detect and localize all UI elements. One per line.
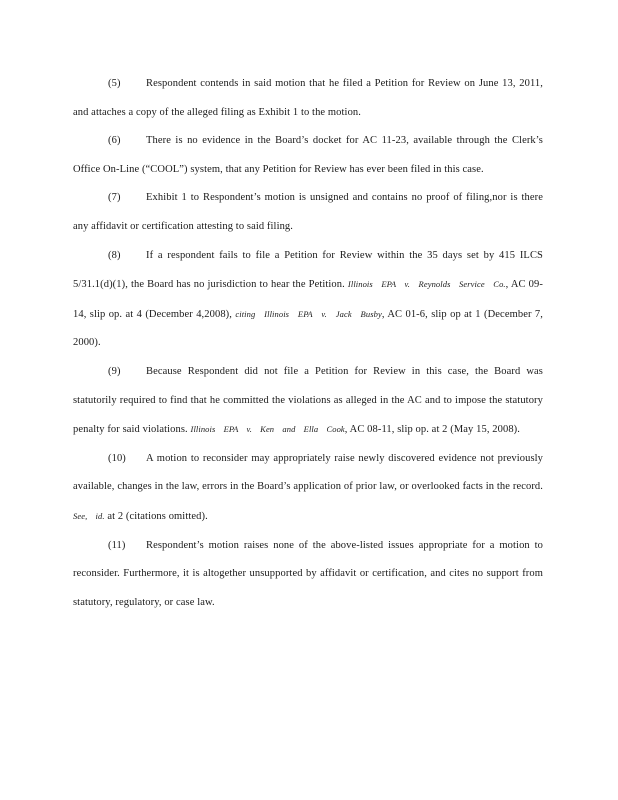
numbered-paragraph	[73, 445, 543, 532]
paragraph-text: , AC 09-14, slip op. at 4 (December 4,2008),	[73, 279, 543, 320]
numbered-paragraph	[73, 532, 543, 618]
case-citation: Illinois EPA v. Reynolds Service Co.	[347, 279, 506, 290]
paragraph-text: at 2 (citations omitted).	[104, 510, 208, 522]
paragraph-number: (6)	[108, 135, 121, 147]
paragraph-text: Respondent contends in said motion that he filed a Petition for Review on June 13, 2011, and attaches a copy of the alleged filing as Exhibit 1 to the motion.	[73, 78, 543, 118]
paragraph-text: Because Respondent did not file a Petition for Review in this case, the Board was statutorily required to find that he committed the violations as alleged in the AC and to impose the statutory penalty for said violations.	[73, 365, 543, 436]
numbered-paragraph	[73, 358, 543, 445]
numbered-paragraph	[73, 242, 543, 358]
numbered-paragraph	[73, 127, 543, 184]
case-citation: Illinois EPA v. Ken and Ella Cook	[190, 424, 345, 435]
numbered-paragraph	[73, 70, 543, 127]
paragraph-number: (5)	[108, 78, 121, 89]
paragraph-text: Exhibit 1 to Respondent’s motion is unsigned and contains no proof of filing,nor is there any affidavit or certification attesting to said filing.	[73, 192, 543, 232]
paragraph-text: A motion to reconsider may appropriately raise newly discovered evidence not previously available, changes in the law, errors in the Board’s application of prior law, or overlooked facts in the record.	[73, 452, 543, 493]
paragraph-number: (9)	[108, 365, 121, 377]
paragraph-text: , AC 01-6, slip op at 1 (December 7, 2000).	[73, 308, 543, 349]
paragraph-text: Respondent’s motion raises none of the above-listed issues appropriate for a motion to reconsider. Furthermore, it is altogether unsupported by affidavit or certification, and cites no support from statutory, regulatory, or case law.	[73, 539, 543, 608]
paragraph-text: , AC 08-11, slip op. at 2 (May 15, 2008).	[344, 424, 520, 436]
document-body	[73, 70, 543, 617]
paragraph-number: (8)	[108, 249, 121, 261]
paragraph-text: If a respondent fails to file a Petition for Review within the 35 days set by 415 ILCS 5/31.1(d)(1), the Board has no jurisdiction to hear the Petition.	[73, 249, 543, 291]
paragraph-number: (11)	[108, 539, 126, 551]
case-citation: See, id.	[73, 510, 105, 521]
paragraph-text: There is no evidence in the Board’s docket for AC 11-23, available through the Clerk’s Office On-Line (“COOL”) system, that any Petition for Review has ever been filed in this case.	[73, 135, 543, 175]
case-citation: citing Illinois EPA v. Jack Busby	[235, 308, 382, 319]
paragraph-number: (10)	[108, 452, 126, 464]
numbered-paragraph	[73, 184, 543, 241]
paragraph-number: (7)	[108, 192, 121, 204]
